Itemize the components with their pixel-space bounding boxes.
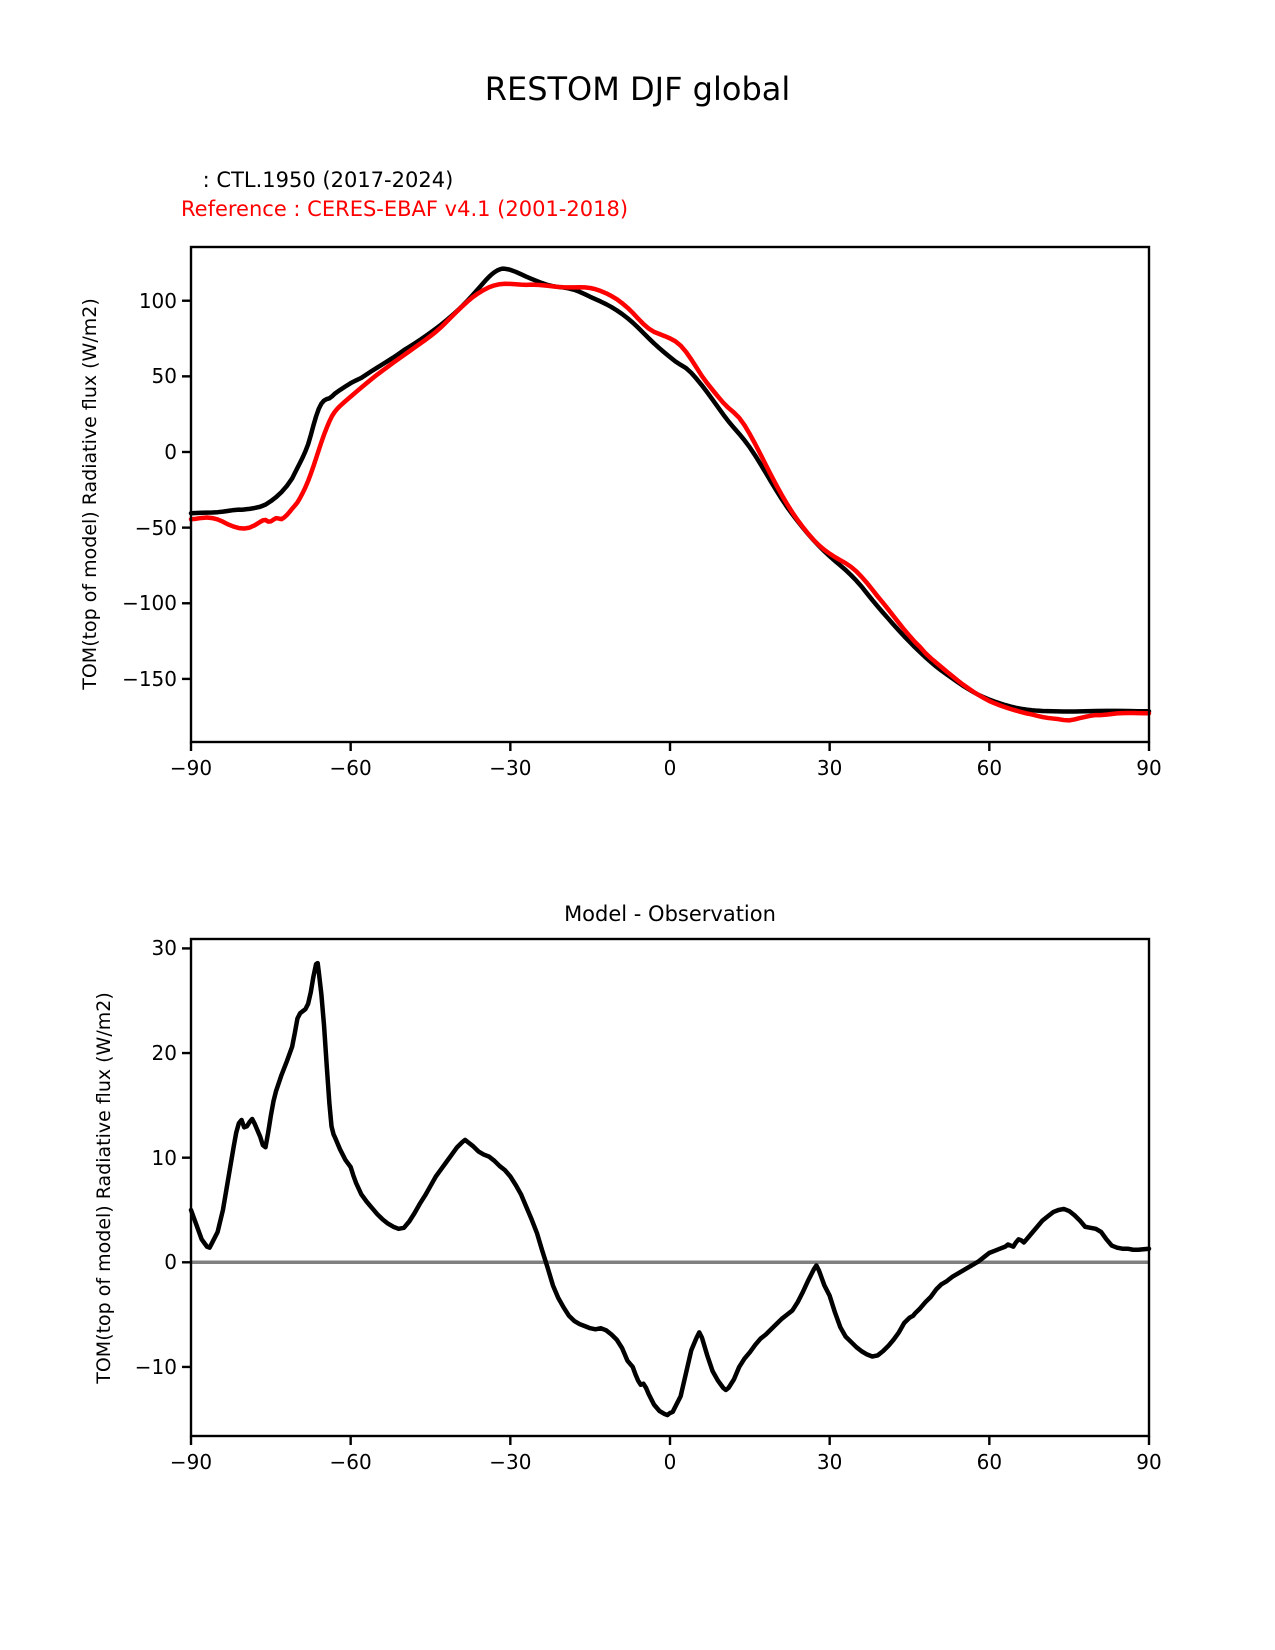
x-tick-label: 0 [663,1450,677,1474]
y-tick-label: 0 [164,439,177,464]
x-tick-label: 30 [816,1450,843,1474]
bottom-chart-y-axis-label: TOM(top of model) Radiative flux (W/m2) [93,992,115,1384]
x-tick-label: −90 [169,756,213,780]
top-chart-y-axis-label: TOM(top of model) Radiative flux (W/m2) [79,298,101,690]
x-tick-label: 90 [1136,1450,1162,1474]
y-tick-label: −150 [122,666,177,691]
x-tick-label: 60 [976,756,1003,780]
y-tick-label: 100 [138,288,177,313]
y-tick-label: 50 [151,364,177,389]
y-tick-label: 10 [151,1145,177,1170]
chart1-axes-box [191,939,1149,1436]
y-tick-label: −50 [134,515,177,540]
y-tick-label: 30 [151,936,177,961]
y-tick-label: −100 [122,591,177,616]
y-tick-label: 0 [164,1250,177,1275]
x-tick-label: −60 [329,1450,372,1474]
bottom-chart-title: Model - Observation [564,902,776,926]
chart0-series-0-line [191,269,1149,712]
legend-model-label: : CTL.1950 (2017-2024) [196,168,454,192]
x-tick-label: 90 [1136,756,1162,780]
x-tick-label: 60 [976,1450,1003,1474]
x-tick-label: −30 [489,1450,532,1474]
legend-reference-label: Reference : CERES-EBAF v4.1 (2001-2018) [181,197,629,221]
x-tick-label: 30 [816,756,843,780]
chart0-axes-box [191,247,1149,742]
x-tick-label: −60 [329,756,372,780]
figure-title: RESTOM DJF global [484,70,791,108]
x-tick-label: −90 [169,1450,213,1474]
x-tick-label: −30 [489,756,532,780]
y-tick-label: −10 [134,1354,177,1379]
y-tick-label: 20 [151,1041,177,1066]
chart1-series-0-line [191,963,1149,1415]
x-tick-label: 0 [663,756,677,780]
chart0-series-1-line [191,284,1149,721]
